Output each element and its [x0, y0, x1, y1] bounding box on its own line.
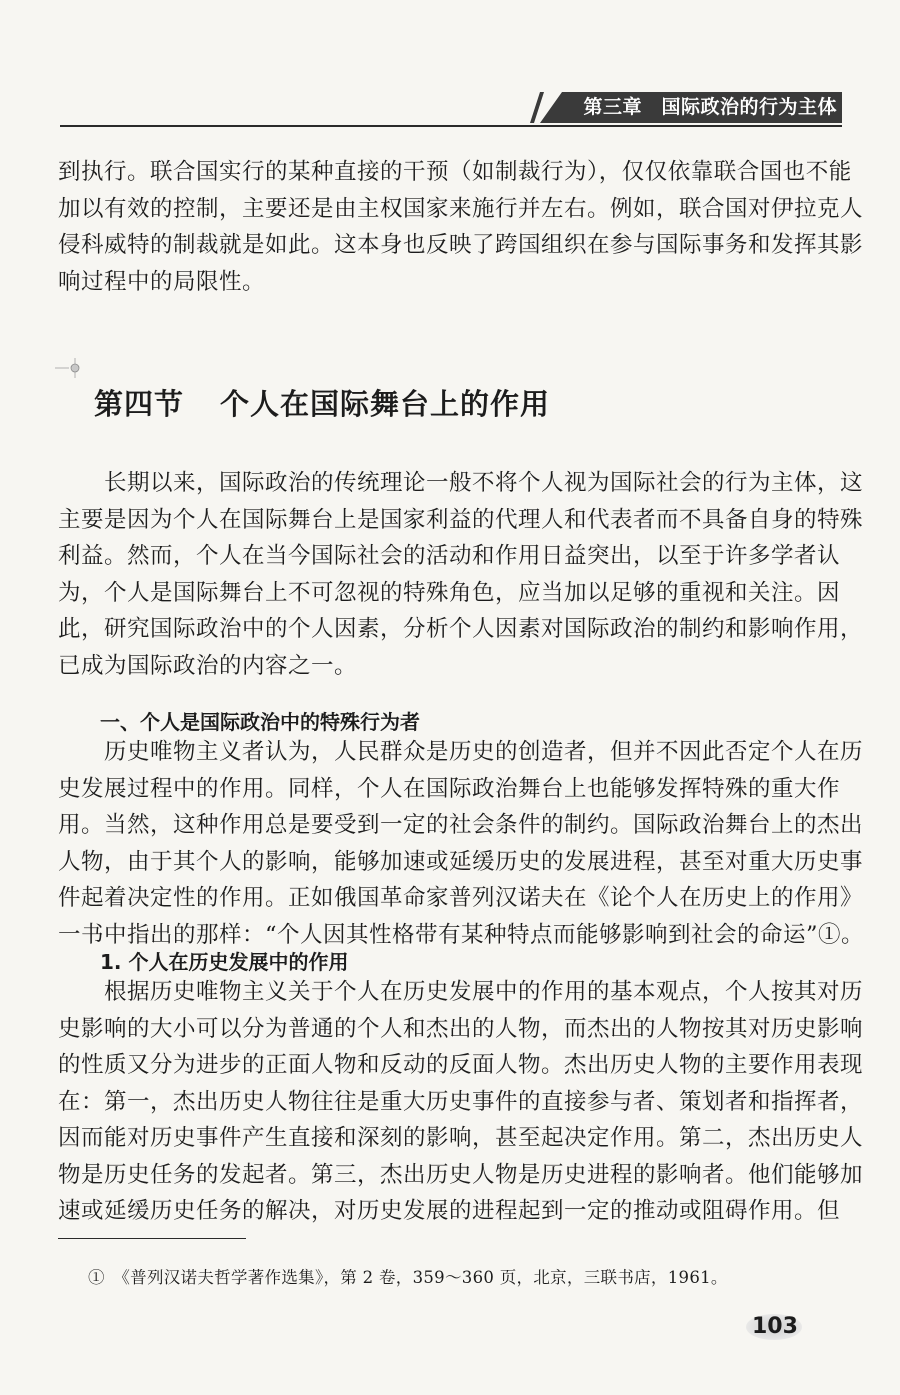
paragraph-continuation: [58, 154, 864, 300]
footnote: ① 《普列汉诺夫哲学著作选集》，第 2 卷，359～360 页，北京，三联书店，1961。: [88, 1268, 728, 1287]
subheading-special-actor: 一、个人是国际政治中的特殊行为者: [100, 710, 420, 734]
paragraph-historical-materialism: [58, 734, 865, 953]
text-line: 已成为国际政治的内容之一。: [58, 652, 358, 679]
text-line: 一书中指出的那样：“个人因其性格带有某种特点而能够影响到社会的命运”①。: [58, 921, 865, 948]
text-line: 到执行。联合国实行的某种直接的干预（如制裁行为），仅仅依靠联合国也不能: [58, 159, 852, 185]
header-rule: [60, 125, 842, 127]
paragraph-intro: [58, 465, 864, 684]
subheading-role-in-history: 1. 个人在历史发展中的作用: [100, 950, 349, 974]
text-line: 的性质又分为进步的正面人物和反动的反面人物。杰出历史人物的主要作用表现: [58, 1052, 864, 1078]
paragraph-role-of-individuals: [58, 974, 864, 1230]
ornament-divider: [55, 358, 835, 378]
text-line: 人物，由于其个人的影响，能够加速或延缓历史的发展进程，甚至对重大历史事: [58, 848, 864, 875]
text-line: 侵科威特的制裁就是如此。这本身也反映了跨国组织在参与国际事务和发挥其影: [58, 232, 864, 258]
section-heading-text: 个人在国际舞台上的作用: [220, 387, 551, 421]
text-line: 史影响的大小可以分为普通的个人和杰出的人物，而杰出的人物按其对历史影响: [58, 1015, 864, 1042]
text-line: 因而能对历史事件产生直接和深刻的影响，甚至起决定作用。第二，杰出历史人: [58, 1125, 864, 1151]
page-number: 103: [752, 1310, 796, 1344]
text-line: 长期以来，国际政治的传统理论一般不将个人视为国际社会的行为主体，这: [58, 470, 864, 496]
text-line: 件起着决定性的作用。正如俄国革命家普列汉诺夫在《论个人在历史上的作用》: [58, 885, 864, 911]
text-line: 根据历史唯物主义关于个人在历史发展中的作用的基本观点，个人按其对历: [58, 979, 864, 1005]
text-line: 物是历史任务的发起者。第三，杰出历史人物是历史进程的影响者。他们能够加: [58, 1161, 864, 1188]
text-line: 历史唯物主义者认为，人民群众是历史的创造者，但并不因此否定个人在历: [58, 739, 864, 765]
text-line: 主要是因为个人在国际舞台上是国家利益的代理人和代表者而不具备自身的特殊: [58, 506, 864, 533]
text-line: 响过程中的局限性。: [58, 268, 266, 295]
text-line: 速或延缓历史任务的解决，对历史发展的进程起到一定的推动或阻碍作用。但: [58, 1198, 841, 1224]
text-line: 此，研究国际政治中的个人因素，分析个人因素对国际政治的制约和影响作用，: [58, 616, 864, 642]
text-line: 为，个人是国际舞台上不可忽视的特殊角色，应当加以足够的重视和关注。因: [58, 579, 841, 606]
section-number: 第四节: [94, 387, 185, 421]
text-line: 利益。然而，个人在当今国际社会的活动和作用日益突出，以至于许多学者认: [58, 543, 841, 569]
text-line: 加以有效的控制，主要还是由主权国家来施行并左右。例如，联合国对伊拉克人: [58, 195, 864, 222]
footnote-rule: [58, 1238, 246, 1239]
chapter-header-title: 第三章 国际政治的行为主体: [583, 96, 837, 118]
section-title: [94, 382, 550, 423]
text-line: 在：第一，杰出历史人物往往是重大历史事件的直接参与者、策划者和指挥者，: [58, 1088, 864, 1115]
header-slash-decoration: [530, 92, 544, 123]
text-line: 用。当然，这种作用总是要受到一定的社会条件的制约。国际政治舞台上的杰出: [58, 812, 864, 838]
text-line: 史发展过程中的作用。同样，个人在国际政治舞台上也能够发挥特殊的重大作: [58, 775, 841, 802]
